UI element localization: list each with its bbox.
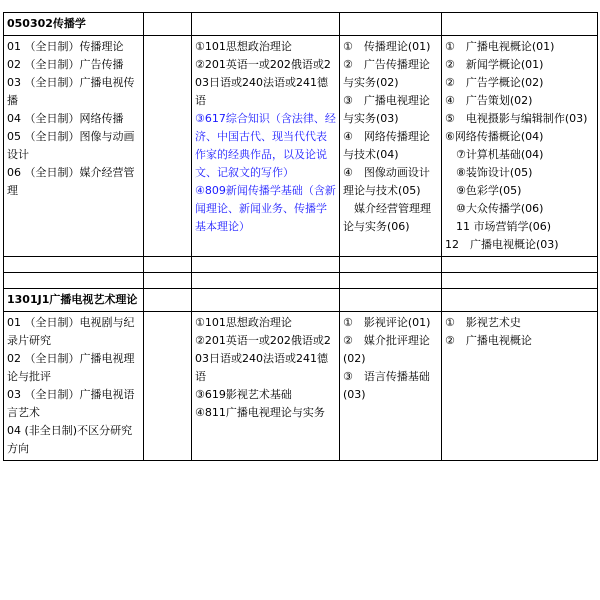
empty-cell [192,273,340,289]
extra-subject: ② 广告学概论(02) [445,76,544,89]
empty-cell [340,273,442,289]
section2-content-row [4,312,598,461]
direction-item: 03 （全日制）广播电视传播 [7,76,135,107]
empty-cell [144,257,192,273]
empty-cell [340,257,442,273]
spacer-row [4,273,598,289]
extra-subject: ② 广播电视概论 [445,334,532,347]
exam-subject: ③617综合知识（含法律、经济、中国古代、现当代代表作家的经典作品，以及论说文、记叙文的写作） [195,112,336,179]
direction-item: 04 (非全日制)不区分研究方向 [7,424,133,455]
direction-item: 04 （全日制）网络传播 [7,112,124,125]
retest-subject: ④ 网络传播理论与技术(04) [343,130,430,161]
extra-subject: ⑤ 电视摄影与编辑制作(03) [445,112,588,125]
empty-cell [144,312,192,461]
retest-subject: ① 影视评论(01) [343,316,431,329]
exam-subject: ②201英语一或202俄语或203日语或240法语或241德语 [195,334,331,383]
section1-content-row [4,36,598,257]
empty-cell [442,257,598,273]
direction-item: 06 （全日制）媒介经营管理 [7,166,135,197]
empty-cell [144,13,192,36]
section1-title: 050302传播学 [4,13,144,36]
retest-subject: ④ 图像动画设计理论与技术(05) [343,166,430,197]
section2-title: 1301J1广播电视艺术理论 [4,289,144,312]
empty-cell [442,273,598,289]
section2-directions [4,312,144,461]
retest-subject: ② 媒介批评理论(02) [343,334,430,365]
retest-subject: ① 传播理论(01) [343,40,431,53]
extra-subject: ① 广播电视概论(01) [445,40,555,53]
empty-cell [192,13,340,36]
extra-subject: ⑥网络传播概论(04) [445,130,544,143]
direction-item: 02 （全日制）广告传播 [7,58,124,71]
direction-item: 03 （全日制）广播电视语言艺术 [7,388,135,419]
extra-subject: ⑧装饰设计(05) [445,166,533,179]
exam-subject: ④811广播电视理论与实务 [195,406,325,419]
extra-subject: ② 新闻学概论(01) [445,58,544,71]
retest-subject: 媒介经营管理理论与实务(06) [343,202,431,233]
exam-subject: ①101思想政治理论 [195,40,292,53]
exam-subject: ①101思想政治理论 [195,316,292,329]
section1-exams [192,36,340,257]
empty-cell [442,13,598,36]
empty-cell [442,289,598,312]
extra-subject: 12 广播电视概论(03) [445,238,559,251]
section2-extra [442,312,598,461]
empty-cell [192,257,340,273]
section1-header-row [4,13,598,36]
section2-exams [192,312,340,461]
exam-subject: ④809新闻传播学基础（含新闻理论、新闻业务、传播学基本理论） [195,184,336,233]
extra-subject: ④ 广告策划(02) [445,94,533,107]
direction-item: 01 （全日制）电视剧与纪录片研究 [7,316,135,347]
retest-subject: ② 广告传播理论与实务(02) [343,58,430,89]
exam-subject: ③619影视艺术基础 [195,388,292,401]
empty-cell [144,36,192,257]
program-table [3,12,598,461]
empty-cell [192,289,340,312]
section1-directions [4,36,144,257]
direction-item: 05 （全日制）图像与动画设计 [7,130,135,161]
empty-cell [340,13,442,36]
spacer-row [4,257,598,273]
empty-cell [144,289,192,312]
extra-subject: ① 影视艺术史 [445,316,521,329]
empty-cell [4,273,144,289]
section2-header-row [4,289,598,312]
empty-cell [144,273,192,289]
extra-subject: ⑩大众传播学(06) [445,202,544,215]
extra-subject: 11 市场营销学(06) [445,220,552,233]
section1-extra [442,36,598,257]
retest-subject: ③ 广播电视理论与实务(03) [343,94,430,125]
extra-subject: ⑦计算机基础(04) [445,148,544,161]
direction-item: 01 （全日制）传播理论 [7,40,124,53]
retest-subject: ③ 语言传播基础(03) [343,370,430,401]
section1-retest [340,36,442,257]
empty-cell [340,289,442,312]
extra-subject: ⑨色彩学(05) [445,184,522,197]
direction-item: 02 （全日制）广播电视理论与批评 [7,352,135,383]
empty-cell [4,257,144,273]
section2-retest [340,312,442,461]
exam-subject: ②201英语一或202俄语或203日语或240法语或241德语 [195,58,331,107]
